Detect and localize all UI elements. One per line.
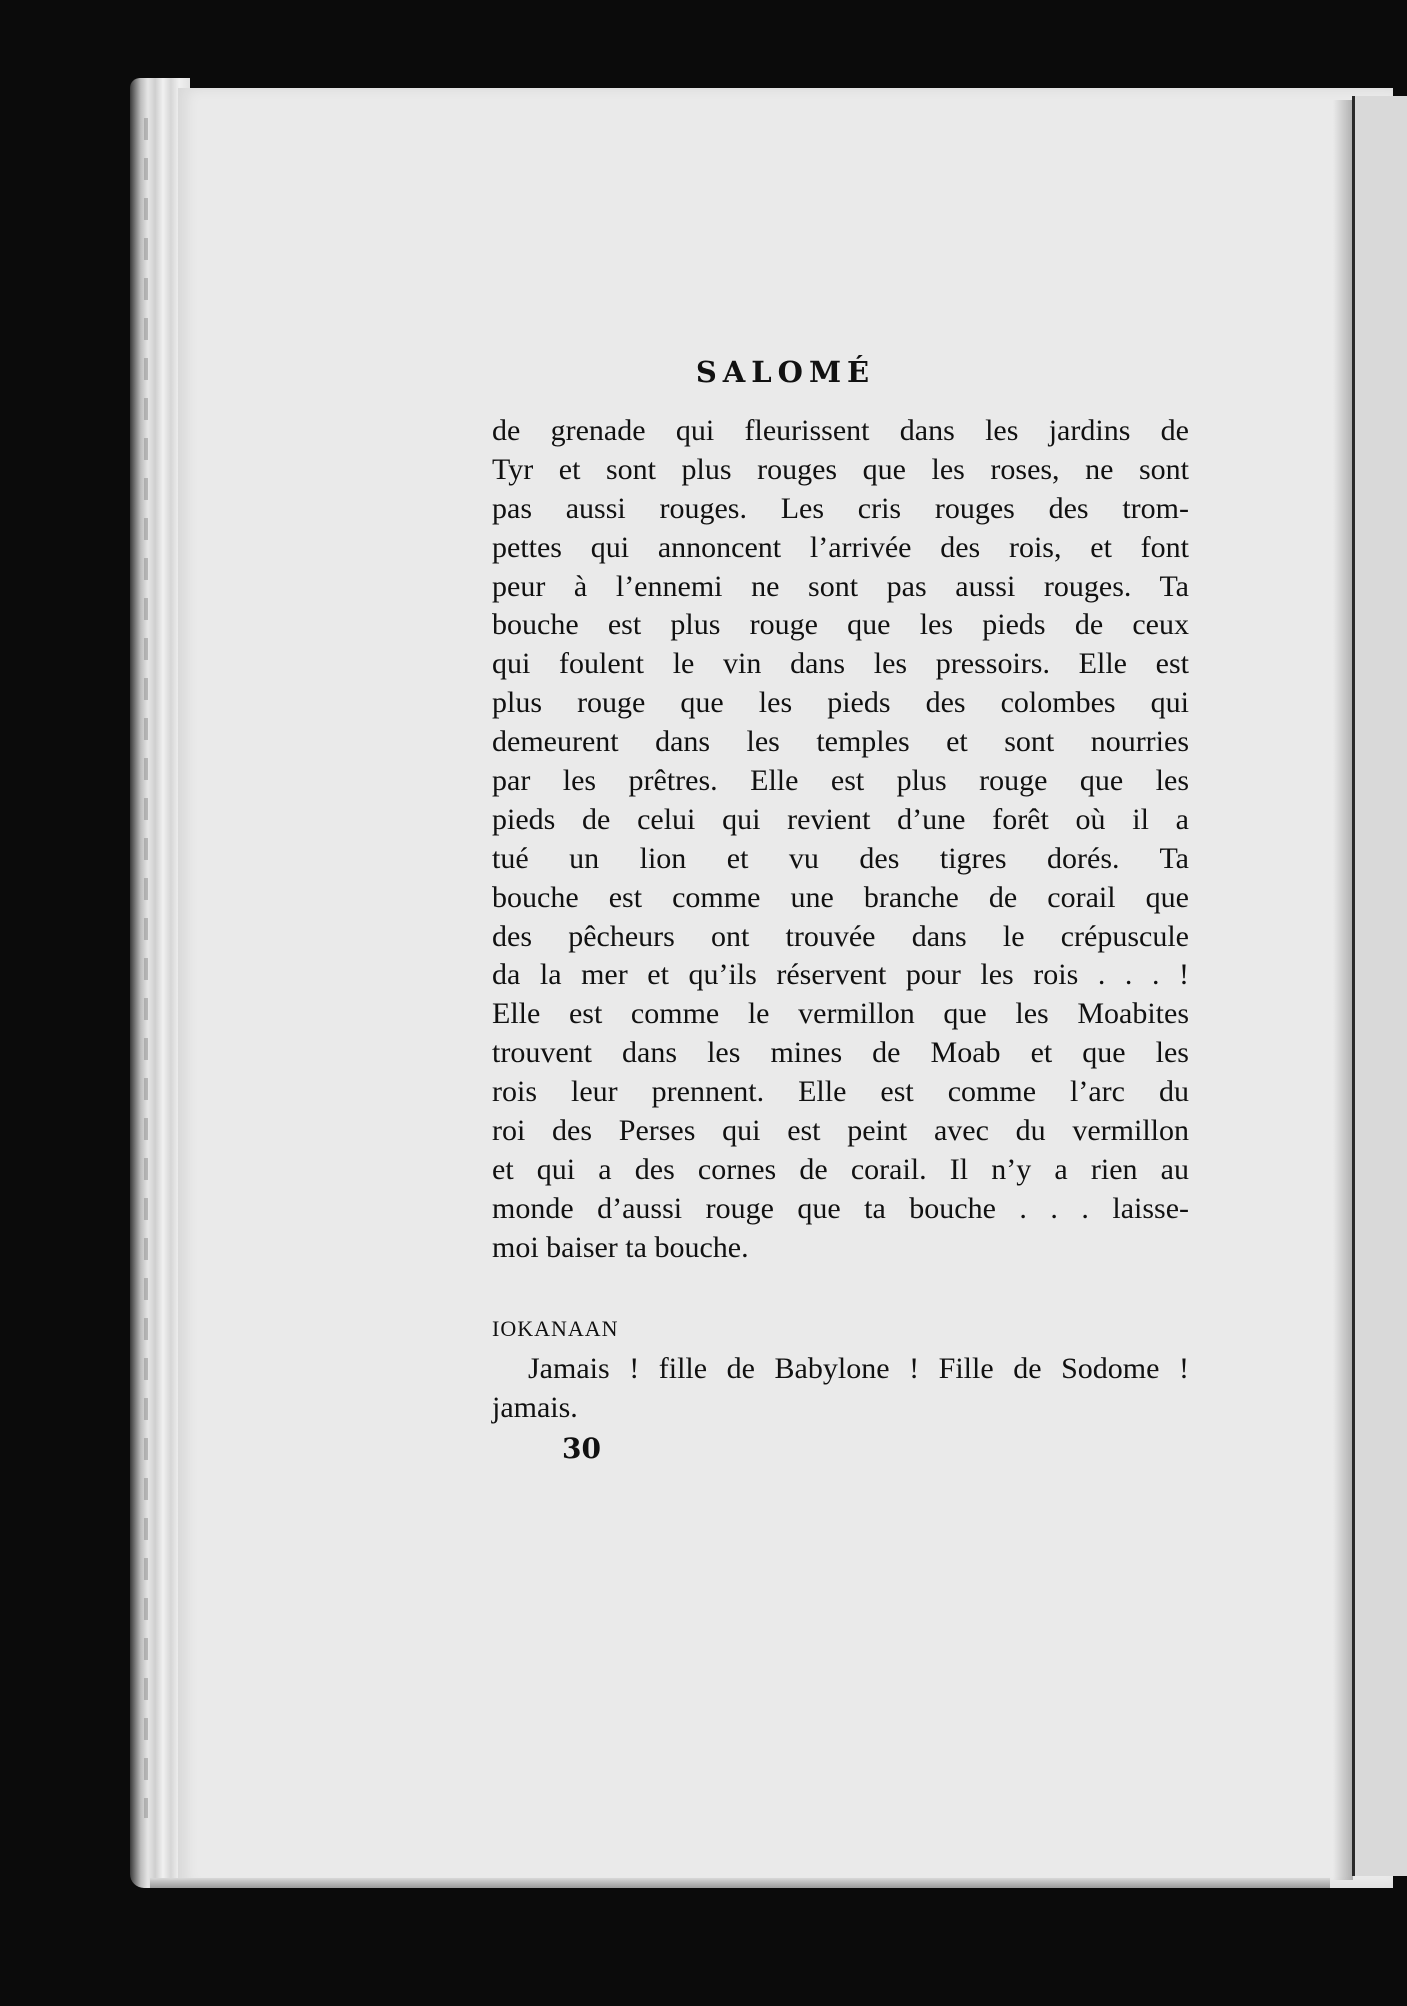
text-line: des pêcheurs ont trouvée dans le crépuscule — [492, 919, 1189, 953]
text-line: pieds de celui qui revient d’une forêt où il a — [492, 802, 1189, 836]
text-line: peur à l’ennemi ne sont pas aussi rouges. Ta — [492, 569, 1189, 603]
text-line: demeurent dans les temples et sont nourries — [492, 725, 1189, 759]
text-line: rois leur prennent. Elle est comme l’arc du — [492, 1075, 1189, 1109]
text-line: et qui a des cornes de corail. Il n’y a rien au — [492, 1152, 1189, 1186]
text-line: par les prêtres. Elle est plus rouge que les — [492, 764, 1189, 798]
text-line: de grenade qui fleurissent dans les jardins de — [492, 414, 1189, 447]
text-line: bouche est plus rouge que les pieds de ceux — [492, 608, 1189, 642]
text-line: qui foulent le vin dans les pressoirs. Elle est — [492, 647, 1189, 681]
text-line: Elle est comme le vermillon que les Moabites — [492, 997, 1189, 1031]
text-line: plus rouge que les pieds des colombes qui — [492, 686, 1189, 720]
speech-line: jamais. — [492, 1390, 578, 1424]
body-text — [492, 412, 1189, 1268]
page-number: 30 — [562, 1432, 601, 1465]
speech-line: Jamais ! fille de Babylone ! Fille de Sodome ! — [528, 1352, 1189, 1385]
text-line: bouche est comme une branche de corail que — [492, 880, 1189, 914]
text-line: pettes qui annoncent l’arrivée des rois, et font — [492, 530, 1189, 564]
speech-text — [492, 1350, 1189, 1428]
page-bottom-edge — [150, 1878, 1330, 1888]
text-line: moi baiser ta bouche. — [492, 1230, 749, 1264]
speaker-name: IOKANAAN — [492, 1316, 619, 1341]
text-line: da la mer et qu’ils réservent pour les rois . . . ! — [492, 958, 1189, 992]
text-line: pas aussi rouges. Les cris rouges des trom- — [492, 491, 1189, 525]
text-line: trouvent dans les mines de Moab et que les — [492, 1036, 1189, 1070]
running-head: SALOMÉ — [695, 355, 876, 389]
text-line: roi des Perses qui est peint avec du vermillon — [492, 1114, 1189, 1148]
text-line: tué un lion et vu des tigres dorés. Ta — [492, 841, 1189, 875]
text-line: monde d’aussi rouge que ta bouche . . . laisse- — [492, 1191, 1189, 1225]
text-line: Tyr et sont plus rouges que les roses, ne sont — [492, 452, 1189, 486]
